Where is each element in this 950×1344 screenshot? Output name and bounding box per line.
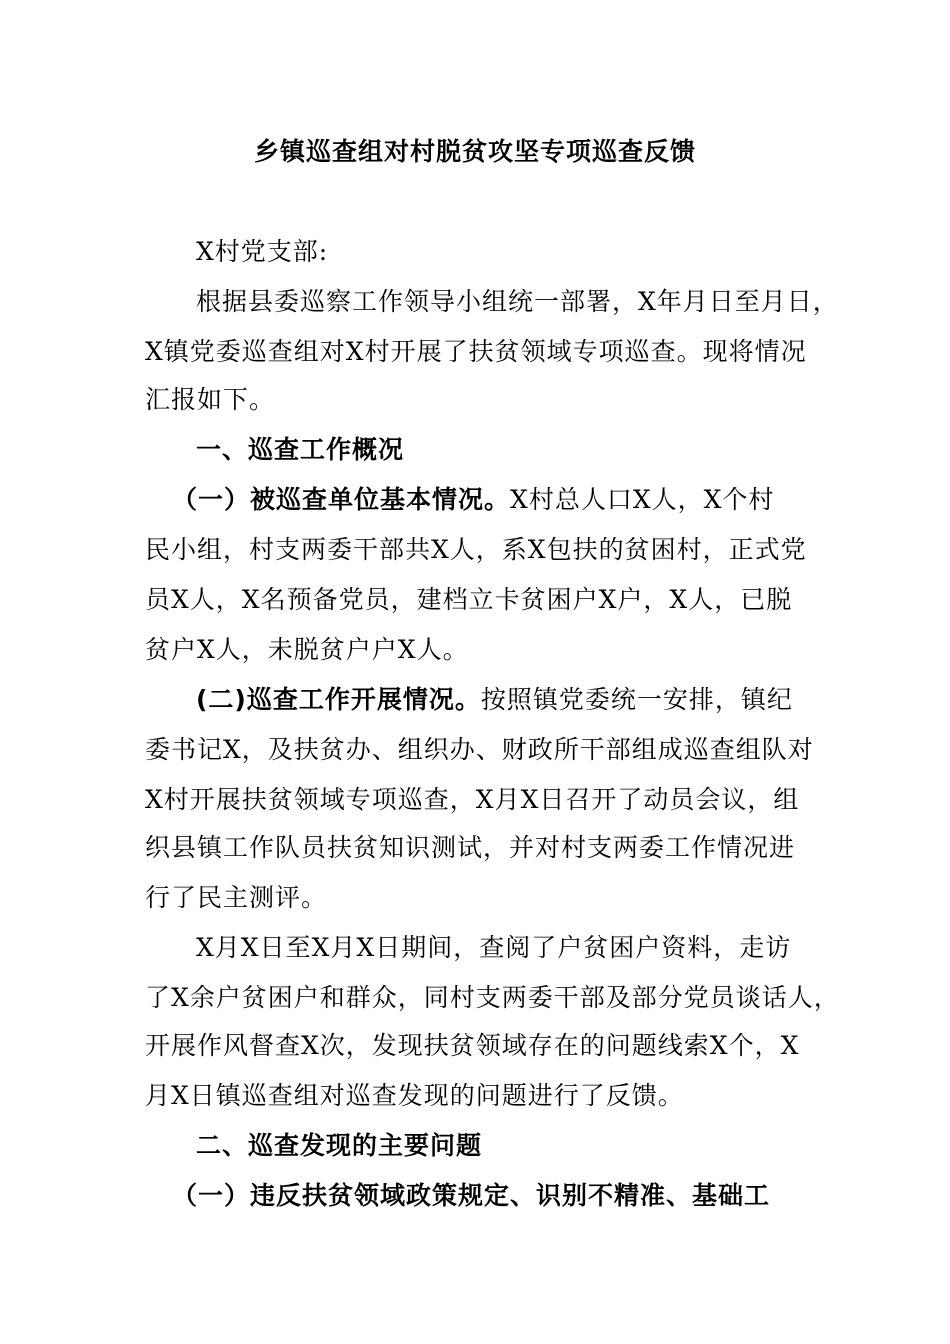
paragraph-line xyxy=(172,480,774,520)
paragraph-line: 了X余户贫困户和群众，同村支两委干部及部分党员谈话人， xyxy=(145,983,840,1012)
paragraph-line: 员X人，X名预备党员，建档立卡贫困户X户，X人，已脱 xyxy=(145,585,793,614)
paragraph-text: 按照镇党委统一安排，镇纪 xyxy=(480,685,793,714)
paragraph-line: 行了民主测评。 xyxy=(145,883,328,912)
paragraph-text: X村总人口X人，X个村 xyxy=(510,485,775,514)
section-heading: 二、巡查发现的主要问题 xyxy=(196,1131,483,1160)
subsection-heading: （一）违反扶贫领域政策规定、识别不精准、基础工 xyxy=(172,1181,771,1210)
paragraph-line xyxy=(196,680,793,720)
subsection-heading: (二)巡查工作开展情况。 xyxy=(196,685,481,714)
paragraph-line: X月X日至X月X日期间，查阅了户贫困户资料，走访 xyxy=(196,933,792,962)
paragraph-line: 根据县委巡察工作领导小组统一部署，X年月日至月日， xyxy=(196,287,839,316)
salutation: X村党支部: xyxy=(196,237,329,266)
paragraph-line: X村开展扶贫领域专项巡查，X月X日召开了动员会议，组 xyxy=(145,785,800,814)
section-heading: 一、巡查工作概况 xyxy=(196,435,405,464)
paragraph-line: X镇党委巡查组对X村开展了扶贫领域专项巡查。现将情况 xyxy=(145,337,807,366)
document-title: 乡镇巡查组对村脱贫攻坚专项巡查反馈 xyxy=(253,137,696,166)
paragraph-line: 开展作风督查X次，发现扶贫领域存在的问题线索X个，X xyxy=(145,1031,800,1060)
paragraph-line: 委书记X，及扶贫办、组织办、财政所干部组成巡查组队对 xyxy=(145,735,814,764)
paragraph-line: 贫户X人，未脱贫户户X人。 xyxy=(145,635,469,664)
paragraph-line: 汇报如下。 xyxy=(145,385,276,414)
paragraph-line: 月X日镇巡查组对巡查发现的问题进行了反馈。 xyxy=(145,1081,684,1110)
paragraph-line: 民小组，村支两委干部共X人，系X包扶的贫困村，正式党 xyxy=(145,535,807,564)
subsection-heading: （一）被巡查单位基本情况。 xyxy=(172,485,511,514)
paragraph-line: 织县镇工作队员扶贫知识测试，并对村支两委工作情况进 xyxy=(145,833,796,862)
